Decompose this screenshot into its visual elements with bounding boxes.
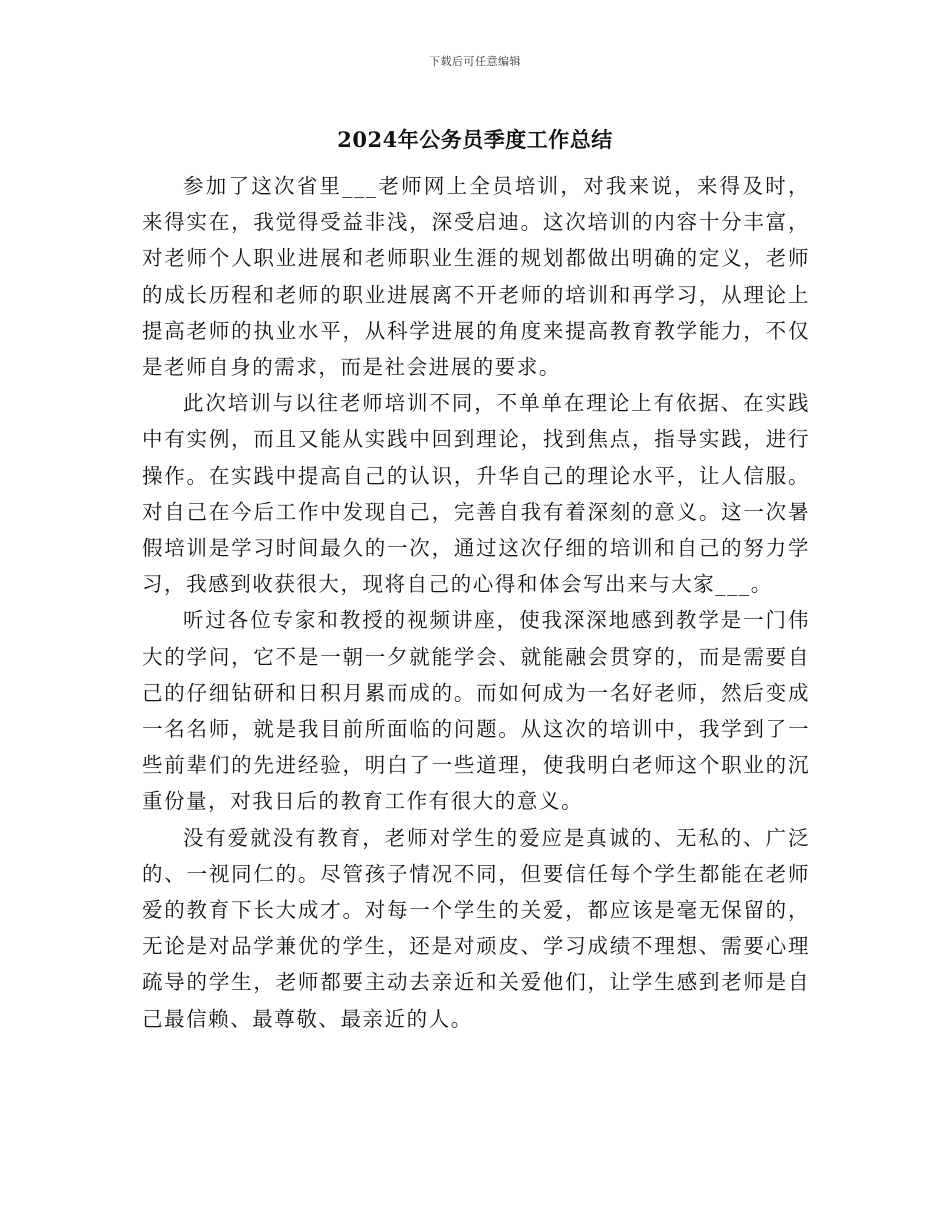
document-body (142, 168, 810, 1037)
paragraph: 听过各位专家和教授的视频讲座，使我深深地感到教学是一门伟大的学问，它不是一朝一夕就能学会、就能融会贯穿的，而是需要自己的仔细钻研和日积月累而成的。而如何成为一名好老师，然后变成一名名师，就是我目前所面临的问题。从这次的培训中，我学到了一些前辈们的先进经验，明白了一些道理，使我明白老师这个职业的沉重份量，对我日后的教育工作有很大的意义。 (142, 608, 810, 814)
paragraph: 参加了这次省里___老师网上全员培训，对我来说，来得及时，来得实在，我觉得受益非浅，深受启迪。这次培训的内容十分丰富，对老师个人职业进展和老师职业生涯的规划都做出明确的定义，老师的成长历程和老师的职业进展离不开老师的培训和再学习，从理论上提高老师的执业水平，从科学进展的角度来提高教育教学能力，不仅是老师自身的需求，而是社会进展的要求。 (142, 174, 810, 380)
paragraph: 没有爱就没有教育，老师对学生的爱应是真诚的、无私的、广泛的、一视同仁的。尽管孩子情况不同，但要信任每个学生都能在老师爱的教育下长大成才。对每一个学生的关爱，都应该是毫无保留的，无论是对品学兼优的学生，还是对顽皮、学习成绩不理想、需要心理疏导的学生，老师都要主动去亲近和关爱他们，让学生感到老师是自己最信赖、最尊敬、最亲近的人。 (142, 825, 810, 1031)
header-note: 下载后可任意编辑 (429, 55, 521, 68)
paragraph: 此次培训与以往老师培训不同，不单单在理论上有依据、在实践中有实例，而且又能从实践中回到理论，找到焦点，指导实践，进行操作。在实践中提高自己的认识，升华自己的理论水平，让人信服。对自己在今后工作中发现自己，完善自我有着深刻的意义。这一次暑假培训是学习时间最久的一次，通过这次仔细的培训和自己的努力学习，我感到收获很大，现将自己的心得和体会写出来与大家___。 (142, 391, 810, 597)
document-title: 2024年公务员季度工作总结 (337, 127, 613, 152)
